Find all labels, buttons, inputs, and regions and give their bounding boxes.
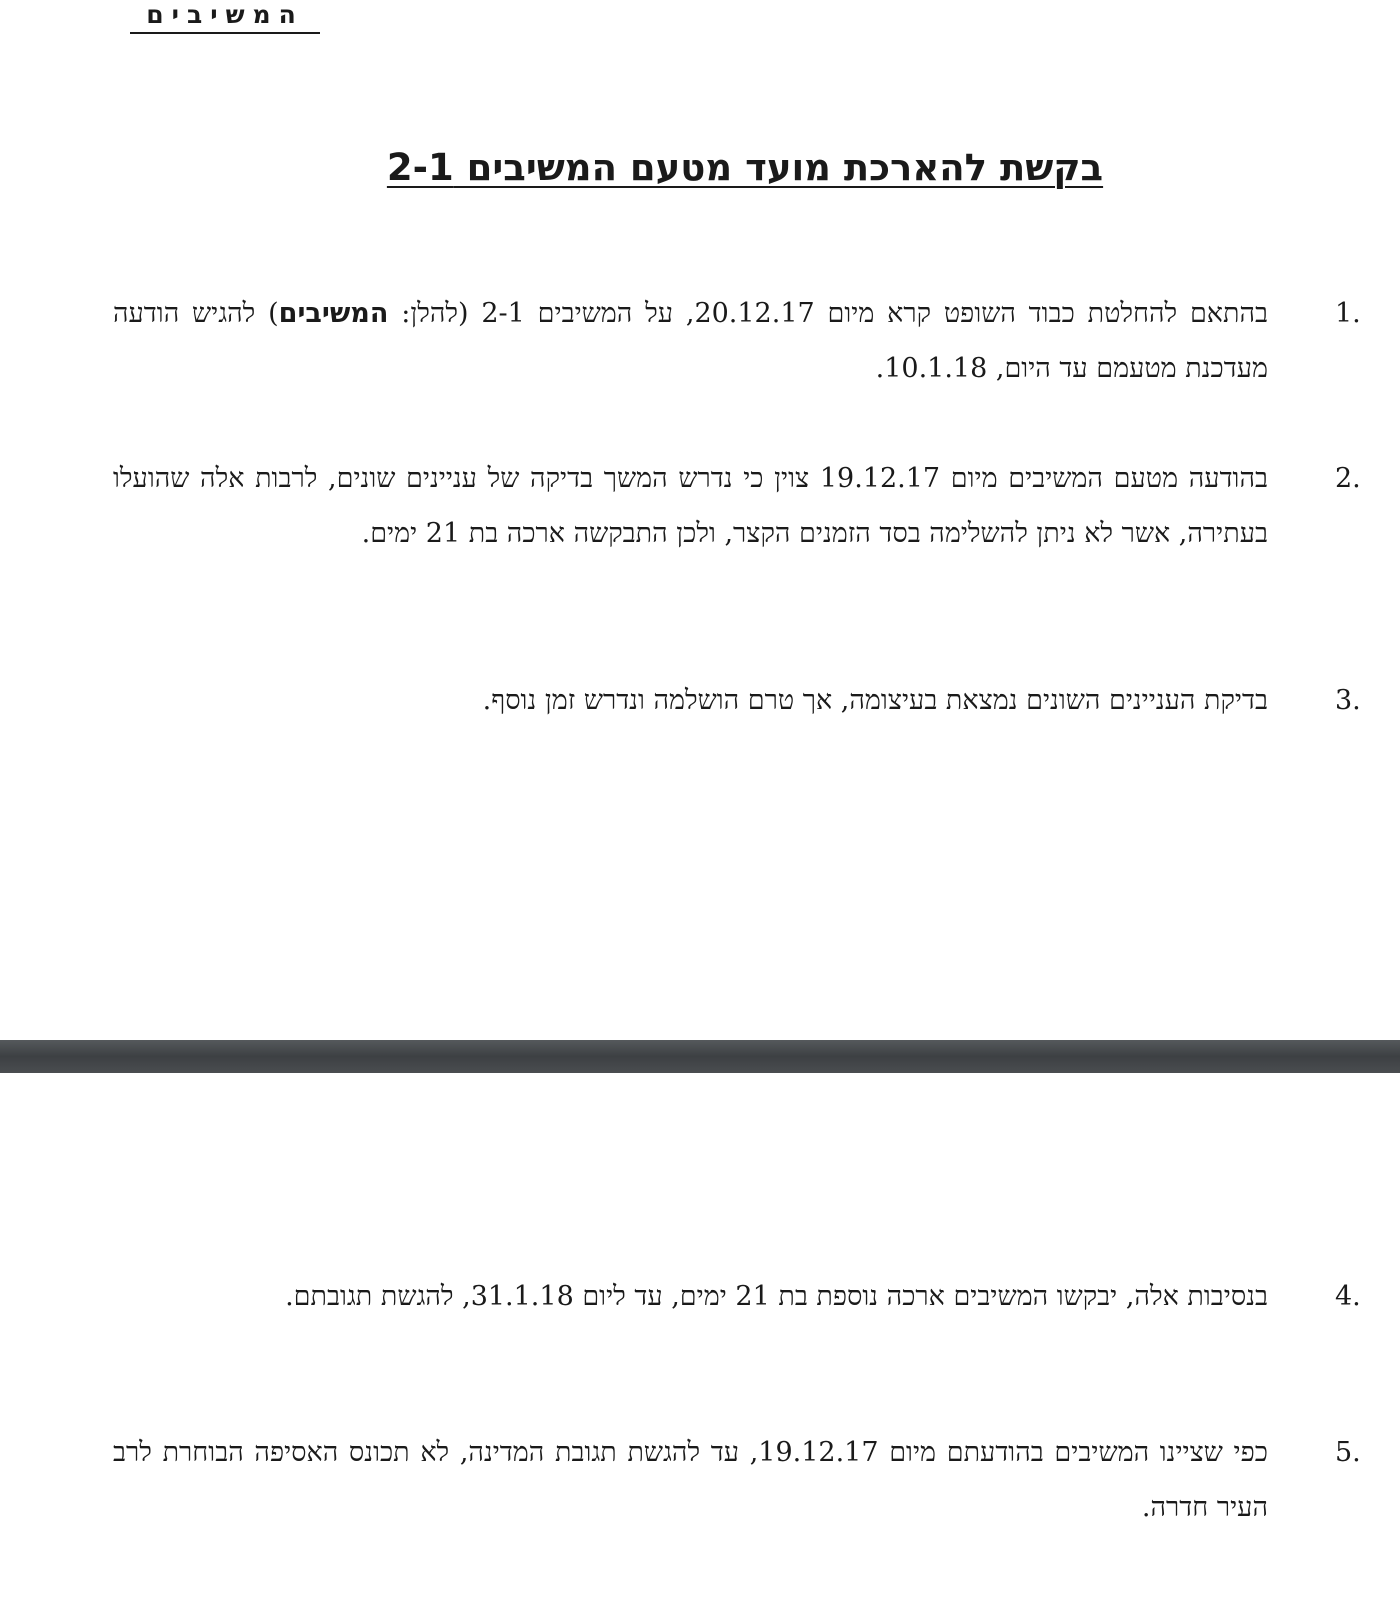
paragraph-number: 3. bbox=[1335, 685, 1361, 716]
paragraph-text bbox=[113, 286, 1268, 396]
paragraph-text: בדיקת העניינים השונים נמצאת בעיצומה, אך טרם הושלמה ונדרש זמן נוסף. bbox=[482, 685, 1268, 716]
document-page-2 bbox=[0, 1073, 1400, 1606]
paragraph-number: 1. bbox=[1335, 298, 1361, 329]
page-break-divider bbox=[0, 1040, 1400, 1073]
paragraph-number: 4. bbox=[1335, 1281, 1361, 1312]
document-title: בקשת להארכת מועד מטעם המשיבים 2-1 bbox=[386, 146, 1104, 189]
respondents-header: המשיבים bbox=[130, 0, 320, 34]
paragraph-text-part: ) להגיש הודעה מעדכנת מטעמם עד היום, 10.1.18. bbox=[113, 298, 1268, 384]
paragraph-text: בהודעה מטעם המשיבים מיום 19.12.17 צוין כי נדרש המשך בדיקה של עניינים שונים, לרבות אלה שהועלו בעתירה, אשר לא ניתן להשלימה בסד הזמנים הקצר, ולכן התבקשה ארכה בת 21 ימים. bbox=[113, 463, 1268, 549]
paragraph-text-part: בהתאם להחלטת כבוד השופט קרא מיום 20.12.17, על המשיבים 2-1 (להלן: bbox=[388, 298, 1269, 329]
defined-term-bold: המשיבים bbox=[278, 298, 389, 329]
paragraph-text: כפי שציינו המשיבים בהודעתם מיום 19.12.17, עד להגשת תגובת המדינה, לא תכונס האסיפה הבוחרת לרב העיר חדרה. bbox=[113, 1437, 1268, 1523]
paragraph-number: 5. bbox=[1335, 1437, 1361, 1468]
paragraph-text: בנסיבות אלה, יבקשו המשיבים ארכה נוספת בת 21 ימים, עד ליום 31.1.18, להגשת תגובתם. bbox=[285, 1281, 1268, 1312]
paragraph-number: 2. bbox=[1335, 463, 1361, 494]
